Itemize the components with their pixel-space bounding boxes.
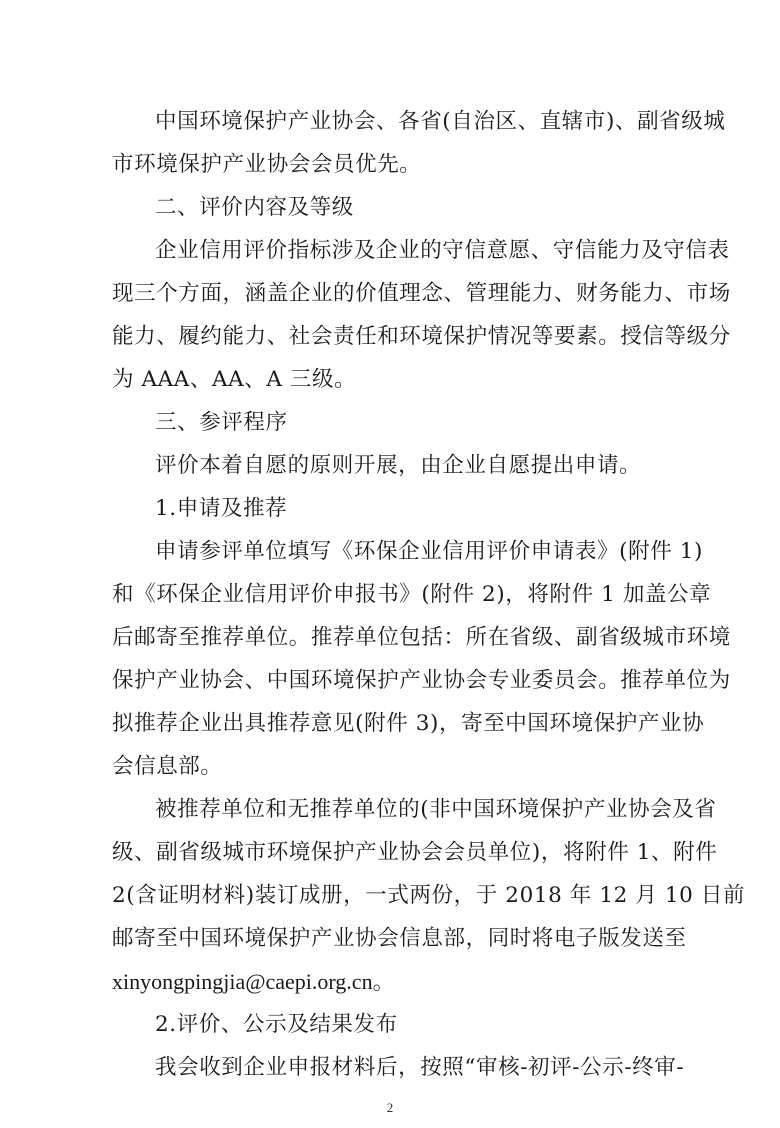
text-line-1: 中国环境保护产业协会、各省(自治区、直辖市)、副省级城 xyxy=(155,109,726,134)
subsection-heading-2: 2.评价、公示及结果发布 xyxy=(155,1012,398,1037)
text-line-18: 级、副省级城市环境保护产业协会会员单位)，将附件 1、附件 xyxy=(112,840,718,865)
text-line-19: 2(含证明材料)装订成册，一式两份，于 2018 年 12 月 10 日前 xyxy=(112,883,746,908)
text-line-17: 被推荐单位和无推荐单位的(非中国环境保护产业协会及省 xyxy=(155,797,717,822)
text-line-11: 申请参评单位填写《环保企业信用评价申请表》(附件 1) xyxy=(155,539,703,564)
text-line-13: 后邮寄至推荐单位。推荐单位包括：所在省级、副省级城市环境 xyxy=(112,625,731,650)
text-line-16: 会信息部。 xyxy=(112,754,223,779)
text-line-7: 为 AAA、AA、A 三级。 xyxy=(112,367,357,392)
page-number: 2 xyxy=(386,1100,394,1115)
section-heading-3: 三、参评程序 xyxy=(155,410,288,435)
text-line-2: 市环境保护产业协会会员优先。 xyxy=(112,152,422,177)
text-line-12: 和《环保企业信用评价申报书》(附件 2)，将附件 1 加盖公章 xyxy=(112,582,712,607)
subsection-heading-1: 1.申请及推荐 xyxy=(155,496,288,521)
text-line-23: 我会收到企业申报材料后，按照“审核-初评-公示-终审- xyxy=(155,1055,685,1080)
email-address: xinyongpingjia@caepi.org.cn。 xyxy=(112,969,395,994)
text-line-20: 邮寄至中国环境保护产业协会信息部，同时将电子版发送至 xyxy=(112,926,687,951)
text-line-4: 企业信用评价指标涉及企业的守信意愿、守信能力及守信表 xyxy=(155,238,730,263)
text-line-6: 能力、履约能力、社会责任和环境保护情况等要素。授信等级分 xyxy=(112,324,731,349)
text-line-15: 拟推荐企业出具推荐意见(附件 3)，寄至中国环境保护产业协 xyxy=(112,711,705,736)
text-line-14: 保护产业协会、中国环境保护产业协会专业委员会。推荐单位为 xyxy=(112,668,731,693)
text-line-9: 评价本着自愿的原则开展，由企业自愿提出申请。 xyxy=(155,453,642,478)
text-line-5: 现三个方面，涵盖企业的价值理念、管理能力、财务能力、市场 xyxy=(112,281,731,306)
section-heading-2: 二、评价内容及等级 xyxy=(155,195,354,220)
